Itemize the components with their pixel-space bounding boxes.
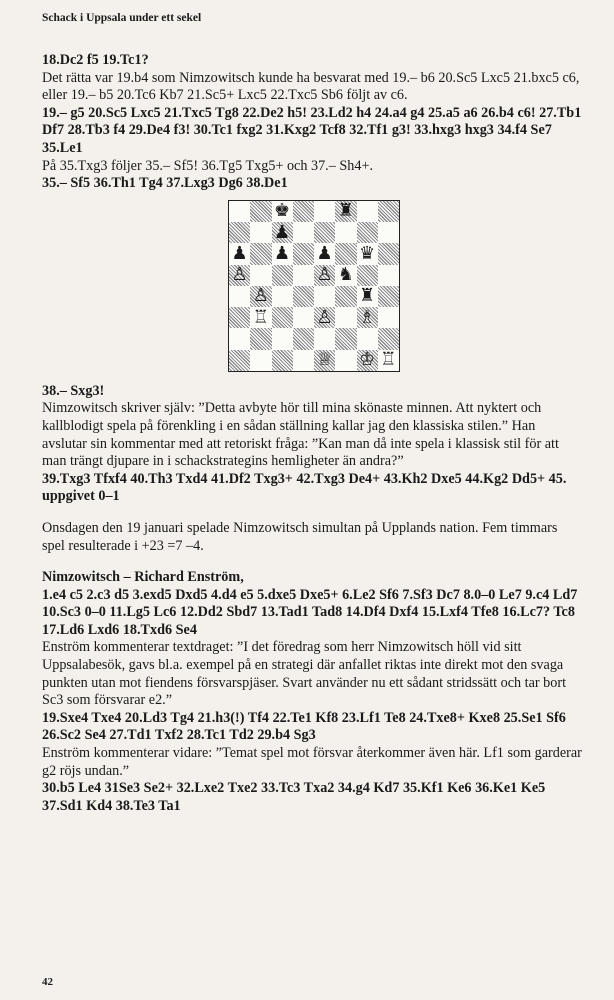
square-f3 <box>335 307 356 328</box>
chess-board <box>228 200 400 372</box>
chess-piece: ♜ <box>337 200 354 222</box>
move-line: 19.Sxe4 Txe4 20.Ld3 Tg4 21.h3(!) Tf4 22.Te1 Kf8 23.Lf1 Te8 24.Txe8+ Kxe8 25.Se1 Sf6 26.Sc2 Se4 27.Td1 Txf2 28.Tc1 Td2 29.b4 Sg3 <box>42 709 566 744</box>
square-b3 <box>250 307 271 328</box>
chess-piece: ♟ <box>274 242 291 264</box>
square-g3 <box>357 307 378 328</box>
chess-piece: ♚ <box>274 200 291 222</box>
annotation-text: Nimzowitsch skriver själv: ”Detta avbyte hör till mina skönaste minnen. Att nyktert och kallblodigt spela på förenkling i en sådan ställning kallar jag den klassiska stilen.” Han avslutar sin kommentar med att retoriskt fråga: ”Kan man då inte spela i klassisk stil för att man trängt djupare in i schackstrategins hemligheter än andra?” <box>42 400 559 470</box>
move-line: 38.– Sxg3! <box>42 382 105 399</box>
square-e1 <box>314 350 335 371</box>
square-g4 <box>357 286 378 307</box>
square-c2 <box>272 328 293 349</box>
square-h5 <box>378 265 399 286</box>
chess-piece: ♟ <box>316 242 333 264</box>
square-d4 <box>293 286 314 307</box>
square-h3 <box>378 307 399 328</box>
annotation-text: Enström kommenterar vidare: ”Temat spel mot försvar återkommer även här. Lf1 som garderar g2 röjs undan.” <box>42 745 582 779</box>
square-c4 <box>272 286 293 307</box>
chess-piece: ♔ <box>359 349 376 371</box>
annotation-text: Det rätta var 19.b4 som Nimzowitsch kunde ha besvarat med 19.– b6 20.Sc5 Lxc5 21.bxc5 c6, eller 19.– b5 20.Tc6 Kb7 21.Sc5+ Lxc5 22.Txc5 Sb6 följt av c6. <box>42 69 580 104</box>
move-line: 18.Dc2 f5 19.Tc1? <box>42 52 149 68</box>
square-b1 <box>250 350 271 371</box>
square-e3 <box>314 307 335 328</box>
move-line: 35.– Sf5 36.Th1 Tg4 37.Lxg3 Dg6 38.De1 <box>42 175 288 192</box>
chess-piece: ♕ <box>316 349 333 371</box>
square-e8 <box>314 201 335 222</box>
square-e7 <box>314 222 335 243</box>
square-c5 <box>272 265 293 286</box>
square-f1 <box>335 350 356 371</box>
square-h2 <box>378 328 399 349</box>
square-d7 <box>293 222 314 243</box>
square-g5 <box>357 265 378 286</box>
square-a8 <box>229 201 250 222</box>
square-g7 <box>357 222 378 243</box>
square-f6 <box>335 243 356 264</box>
square-f7 <box>335 222 356 243</box>
chess-piece: ♙ <box>231 264 248 286</box>
annotation-text: På 35.Txg3 följer 35.– Sf5! 36.Tg5 Txg5+ och 37.– Sh4+. <box>42 157 373 174</box>
chess-piece: ♙ <box>316 306 333 328</box>
chess-piece: ♖ <box>380 349 397 371</box>
chess-diagram <box>42 197 582 381</box>
square-g6 <box>357 243 378 264</box>
square-d8 <box>293 201 314 222</box>
move-line: 30.b5 Le4 31Se3 Se2+ 32.Lxe2 Txe2 33.Tc3 Txa2 34.g4 Kd7 35.Kf1 Ke6 36.Ke1 Ke5 37.Sd1 Kd4 38.Te3 Ta1 <box>42 780 546 814</box>
square-c3 <box>272 307 293 328</box>
square-e4 <box>314 286 335 307</box>
square-h7 <box>378 222 399 243</box>
square-b4 <box>250 286 271 307</box>
square-d5 <box>293 265 314 286</box>
square-b8 <box>250 201 271 222</box>
square-f2 <box>335 328 356 349</box>
page-content <box>42 52 582 815</box>
square-c7 <box>272 222 293 243</box>
square-g1 <box>357 350 378 371</box>
square-f5 <box>335 265 356 286</box>
square-b7 <box>250 222 271 243</box>
square-h6 <box>378 243 399 264</box>
chess-piece: ♛ <box>359 242 376 264</box>
square-g8 <box>357 201 378 222</box>
square-e2 <box>314 328 335 349</box>
square-a5 <box>229 265 250 286</box>
annotation-text: Enström kommenterar textdraget: ”I det föredrag som herr Nimzowitsch höll vid sitt Uppsalabesök, gavs bl.a. exempel på en strategi där anfallet riktas inte direkt mot den svaga punkten utan mot fiendens försvarspjäser. Svart använder nu ett sådant stridssätt och tar bort Sc3 som försvarar e2.” <box>42 639 567 709</box>
square-h4 <box>378 286 399 307</box>
square-d2 <box>293 328 314 349</box>
square-c1 <box>272 350 293 371</box>
square-a3 <box>229 307 250 328</box>
chess-piece: ♗ <box>359 306 376 328</box>
square-e5 <box>314 265 335 286</box>
chess-piece: ♙ <box>252 285 269 307</box>
page-number: 42 <box>42 976 53 988</box>
square-h1 <box>378 350 399 371</box>
square-d3 <box>293 307 314 328</box>
square-g2 <box>357 328 378 349</box>
square-a1 <box>229 350 250 371</box>
game-title: Nimzowitsch – Richard Enström, <box>42 569 244 586</box>
square-h8 <box>378 201 399 222</box>
square-b5 <box>250 265 271 286</box>
square-a2 <box>229 328 250 349</box>
chess-piece: ♖ <box>252 306 269 328</box>
running-header: Schack i Uppsala under ett sekel <box>42 12 202 24</box>
square-f4 <box>335 286 356 307</box>
simul-paragraph: Onsdagen den 19 januari spelade Nimzowitsch simultan på Upplands nation. Fem timmars spel resulterade i +23 =7 –4. <box>42 519 558 554</box>
move-line: 19.– g5 20.Sc5 Lxc5 21.Txc5 Tg8 22.De2 h5! 23.Ld2 h4 24.a4 g4 25.a5 a6 26.b4 c6! 27.Tb1 Df7 28.Tb3 f4 29.De4 f3! 30.Tc1 fxg2 31.Kxg2 Tcf8 32.Tf1 g3! 33.hxg3 hxg3 34.f4 Se7 35.Le1 <box>42 104 582 156</box>
square-a4 <box>229 286 250 307</box>
square-f8 <box>335 201 356 222</box>
move-line: 39.Txg3 Tfxf4 40.Th3 Txd4 41.Df2 Txg3+ 42.Txg3 De4+ 43.Kh2 Dxe5 44.Kg2 Dd5+ 45. uppgivet 0–1 <box>42 470 567 505</box>
chess-piece: ♟ <box>231 242 248 264</box>
square-a7 <box>229 222 250 243</box>
square-b2 <box>250 328 271 349</box>
square-e6 <box>314 243 335 264</box>
square-c6 <box>272 243 293 264</box>
square-a6 <box>229 243 250 264</box>
square-c8 <box>272 201 293 222</box>
square-d6 <box>293 243 314 264</box>
square-d1 <box>293 350 314 371</box>
move-line: 1.e4 c5 2.c3 d5 3.exd5 Dxd5 4.d4 e5 5.dxe5 Dxe5+ 6.Le2 Sf6 7.Sf3 Dc7 8.0–0 Le7 9.c4 Ld7 10.Sc3 0–0 11.Lg5 Lc6 12.Dd2 Sbd7 13.Tad1 Tad8 14.Df4 Dxf4 15.Lxf4 Tfe8 16.Lc7? Tc8 17.Ld6 Lxd6 18.Txd6 Se4 <box>42 586 578 638</box>
chess-piece: ♙ <box>316 264 333 286</box>
chess-piece: ♜ <box>359 285 376 307</box>
chess-piece: ♞ <box>337 264 354 286</box>
square-b6 <box>250 243 271 264</box>
chess-piece: ♟ <box>274 221 291 243</box>
